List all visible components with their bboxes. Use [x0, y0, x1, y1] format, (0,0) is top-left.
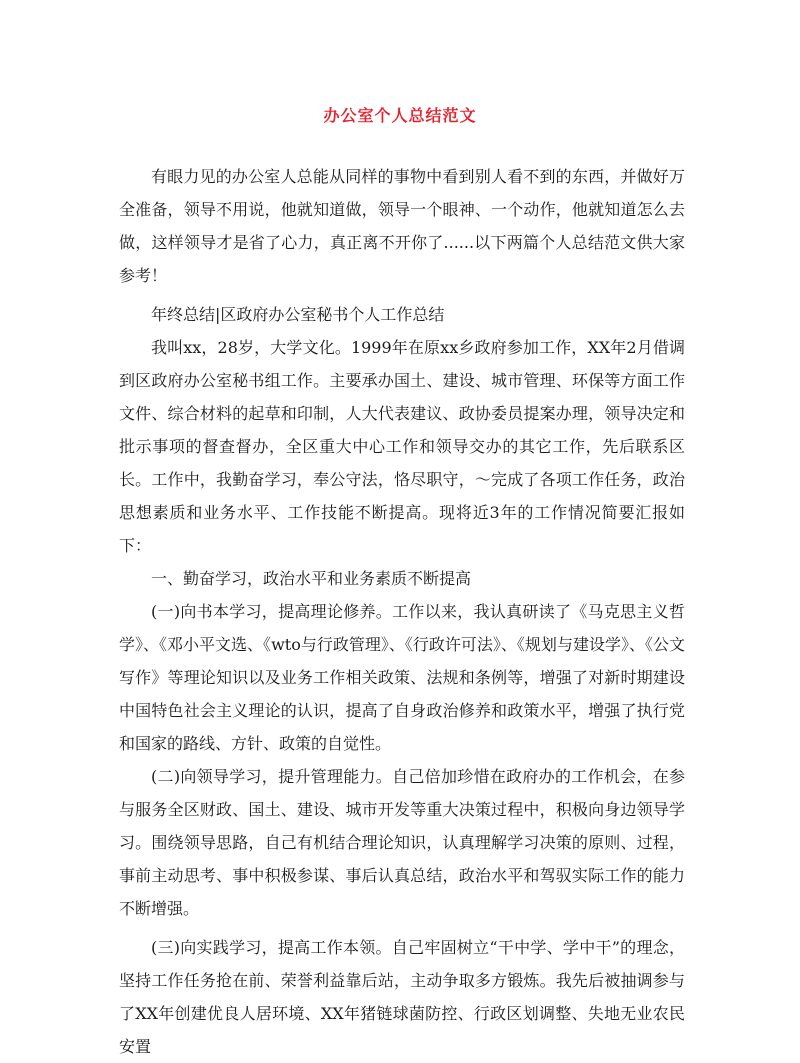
section-heading: 年终总结|区政府办公室秘书个人工作总结	[151, 305, 445, 324]
part-one-heading: 一、勤奋学习，政治水平和业务素质不断提高	[151, 569, 472, 588]
document-body	[119, 160, 685, 1063]
study-practice-paragraph: (三)向实践学习，提高工作本领。自己牢固树立“干中学、学中干”的理念，坚持工作任务抢在前、荣誉利益靠后站，主动争取多方锻炼。我先后被抽调参与了XX年创建优良人居环境、XX年猪链球菌防控、行政区划调整、失地无业农民安置	[119, 938, 685, 1056]
study-books-paragraph: (一)向书本学习，提高理论修养。工作以来，我认真研读了《马克思主义哲学》、《邓小平文选、《wto与行政管理》、《行政许可法》、《规划与建设学》、《公文写作》等理论知识以及业务工作相关政策、法规和条例等，增强了对新时期建设中国特色社会主义理论的认识，提高了自身政治修养和政策水平，增强了执行党和国家的路线、方针、政策的自觉性。	[119, 602, 685, 753]
document-title: 办公室个人总结范文	[323, 106, 477, 125]
self-introduction-paragraph: 我叫xx，28岁，大学文化。1999年在原xx乡政府参加工作，XX年2月借调到区政府办公室秘书组工作。主要承办国土、建设、城市管理、环保等方面工作文件、综合材料的起草和印制，人大代表建议、政协委员提案办理，领导决定和批示事项的督查督办，全区重大中心工作和领导交办的其它工作，先后联系区长。工作中，我勤奋学习，奉公守法，恪尽职守，～完成了各项工作任务，政治思想素质和业务水平、工作技能不断提高。现将近3年的工作情况简要汇报如下：	[119, 338, 685, 555]
intro-paragraph: 有眼力见的办公室人总能从同样的事物中看到别人看不到的东西，并做好万全准备，领导不用说，他就知道做，领导一个眼神、一个动作，他就知道怎么去做，这样领导才是省了心力，真正离不开你了......以下两篇个人总结范文供大家参考！	[119, 167, 685, 285]
study-leaders-paragraph: (二)向领导学习，提升管理能力。自己倍加珍惜在政府办的工作机会，在参与服务全区财政、国土、建设、城市开发等重大决策过程中，积极向身边领导学习。围绕领导思路，自己有机结合理论知识，认真理解学习决策的原则、过程，事前主动思考、事中积极参谋、事后认真总结，政治水平和驾驭实际工作的能力不断增强。	[119, 767, 685, 918]
